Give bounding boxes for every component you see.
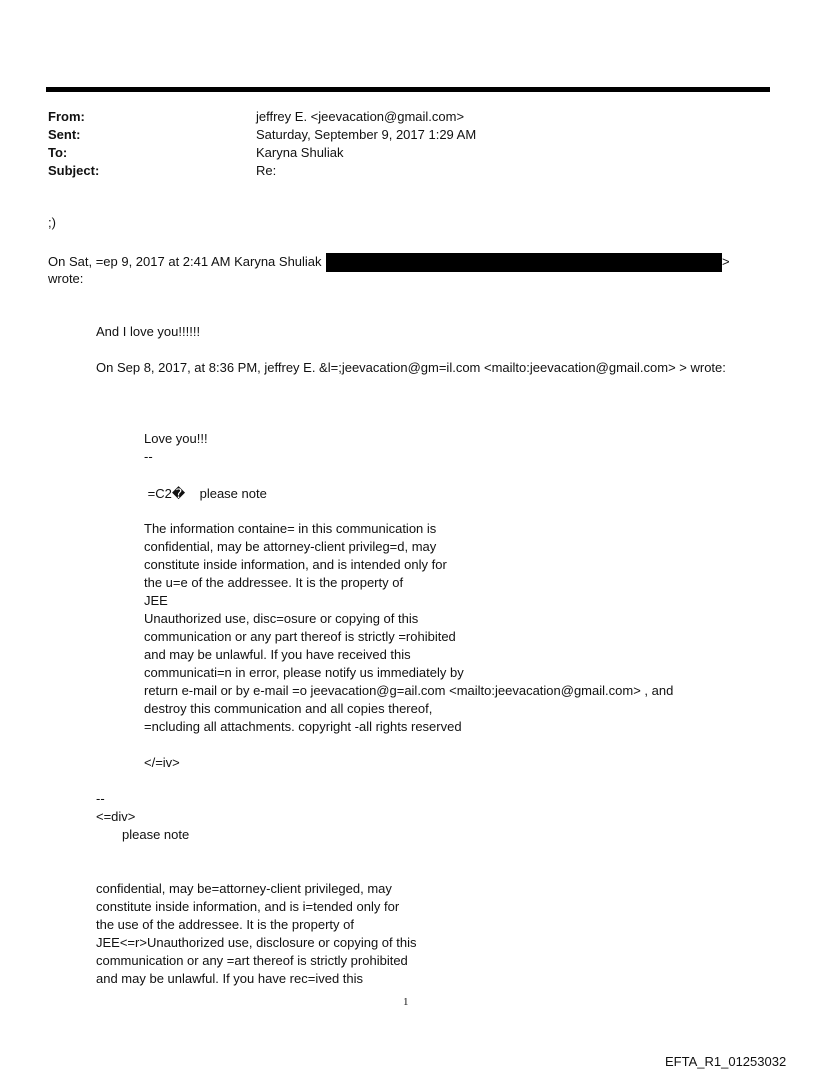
outer-line: -- bbox=[96, 791, 105, 806]
quote-attribution: On Sat, =ep 9, 2017 at 2:41 AM Karyna Shuliak bbox=[48, 254, 322, 269]
subject-label: Subject: bbox=[48, 163, 100, 178]
page-number: 1 bbox=[403, 996, 409, 1008]
from-label: From: bbox=[48, 109, 85, 124]
outer-line: communication or any =art thereof is strictly prohibited bbox=[96, 953, 408, 968]
subject-value: Re: bbox=[256, 163, 277, 178]
header-rule bbox=[46, 87, 770, 92]
inner-line: </=iv> bbox=[144, 755, 180, 770]
inner-line: =ncluding all attachments. copyright -all rights reserved bbox=[144, 719, 462, 734]
inner-line: return e-mail or by e-mail =o jeevacation@g=ail.com <mailto:jeevacation@gmail.com> , and bbox=[144, 683, 674, 698]
sent-label: Sent: bbox=[48, 127, 81, 142]
inner-line: Love you!!! bbox=[144, 431, 208, 446]
outer-line: please note bbox=[122, 827, 190, 842]
redaction-bar bbox=[326, 253, 722, 272]
inner-line: =C2� please note bbox=[144, 486, 267, 501]
quote-attribution-end: > bbox=[722, 254, 730, 269]
sent-value: Saturday, September 9, 2017 1:29 AM bbox=[256, 127, 477, 142]
outer-line: constitute inside information, and is i=tended only for bbox=[96, 899, 400, 914]
inner-line: constitute inside information, and is intended only for bbox=[144, 557, 447, 572]
to-value: Karyna Shuliak bbox=[256, 145, 344, 160]
to-label: To: bbox=[48, 145, 68, 160]
nested-quote-attribution: On Sep 8, 2017, at 8:36 PM, jeffrey E. &l=;jeevacation@gm=il.com <mailto:jeevacation@gmail.com> > wrote: bbox=[96, 360, 726, 375]
love-line: And I love you!!!!!! bbox=[96, 324, 201, 339]
inner-line: Unauthorized use, disc=osure or copying of this bbox=[144, 611, 419, 626]
inner-line: the u=e of the addressee. It is the property of bbox=[144, 575, 404, 590]
quote-attribution-wrote: wrote: bbox=[48, 271, 84, 286]
inner-line: destroy this communication and all copies thereof, bbox=[144, 701, 433, 716]
outer-line: <=div> bbox=[96, 809, 136, 824]
outer-line: JEE<=r>Unauthorized use, disclosure or copying of this bbox=[96, 935, 417, 950]
document-id: EFTA_R1_01253032 bbox=[665, 1054, 787, 1069]
inner-line: JEE bbox=[144, 593, 168, 608]
outer-line: confidential, may be=attorney-client privileged, may bbox=[96, 881, 392, 896]
inner-line: communication or any part thereof is strictly =rohibited bbox=[144, 629, 456, 644]
outer-line: and may be unlawful. If you have rec=ived this bbox=[96, 971, 364, 986]
inner-line: and may be unlawful. If you have received this bbox=[144, 647, 411, 662]
reply-text: ;) bbox=[48, 215, 56, 230]
inner-line: -- bbox=[144, 449, 153, 464]
from-value: jeffrey E. <jeevacation@gmail.com> bbox=[256, 109, 465, 124]
outer-line: the use of the addressee. It is the property of bbox=[96, 917, 354, 932]
inner-line: confidential, may be attorney-client privileg=d, may bbox=[144, 539, 437, 554]
inner-line: communicati=n in error, please notify us immediately by bbox=[144, 665, 464, 680]
inner-line: The information containe= in this communication is bbox=[144, 521, 437, 536]
